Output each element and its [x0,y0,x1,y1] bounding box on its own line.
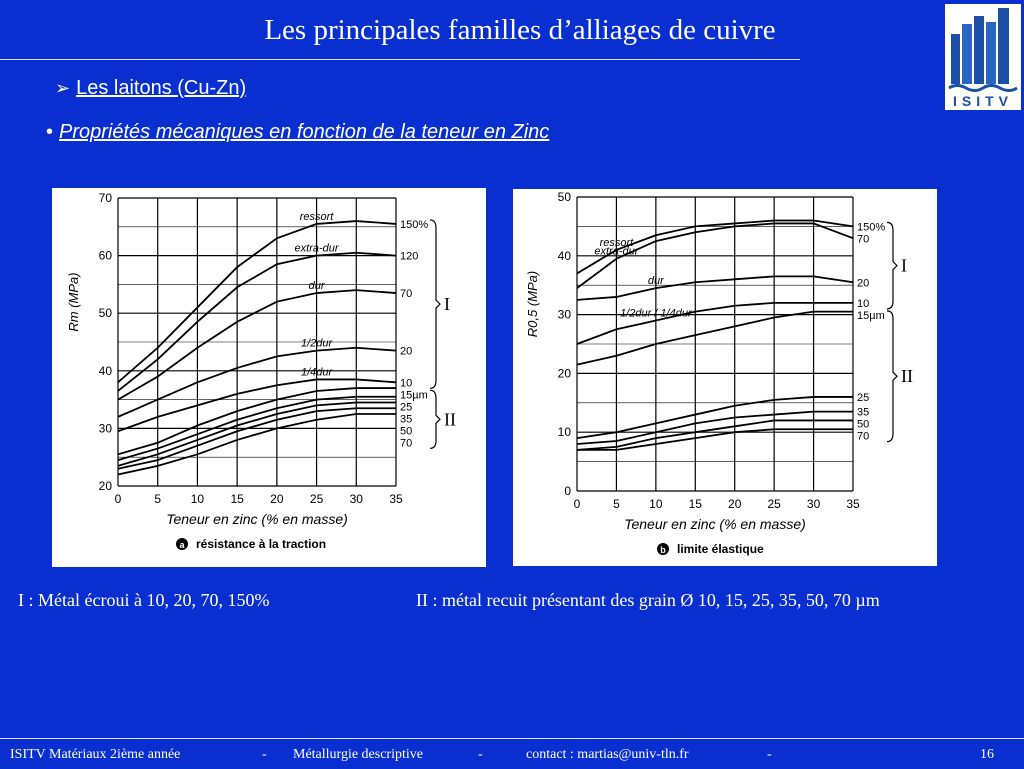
panel-marker-label: b [660,545,666,555]
series-line [577,312,853,365]
x-tick-label: 0 [573,497,581,511]
series-line [577,303,853,344]
chart-tensile-svg [52,188,486,567]
series-end-label: 25 [857,391,870,404]
footer-separator: - [262,747,267,762]
series-state-label: extra-dur [294,242,339,255]
x-axis-label: Teneur en zinc (% en masse) [166,511,348,527]
series-state-label: ressort [299,210,334,223]
series-state-label: dur [308,280,325,293]
footer-page-number: 16 [980,747,994,762]
isitv-logo [945,4,1021,110]
series-end-label: 20 [857,277,870,290]
series-end-label: 10 [857,297,870,310]
series-end-label: 15µm [400,389,428,402]
arrow-bullet-icon: ➢ [55,78,71,98]
series-line [118,414,396,474]
caption-cold-worked: I : Métal écroui à 10, 20, 70, 150% [18,590,270,610]
series-state-label: ressort [599,236,634,249]
x-tick-label: 20 [728,497,742,511]
brace-group-I [430,220,440,388]
x-tick-label: 35 [846,497,860,511]
x-tick-label: 35 [389,492,403,506]
series-end-label: 50 [400,425,413,438]
x-tick-label: 10 [190,492,205,506]
caption-annealed: II : métal recuit présentant des grain Ø 10, 15, 25, 35, 50, 70 µm [416,590,880,610]
x-tick-label: 25 [767,497,781,511]
series-end-label: 50 [857,418,870,431]
brace-group-I [887,222,897,308]
x-tick-label: 15 [230,492,244,506]
series-end-label: 35 [400,413,413,426]
series-state-label: 1/2dur / 1/4dur [620,307,692,320]
footer-course: ISITV Matériaux 2ième année [10,747,181,762]
x-tick-label: 25 [309,492,324,506]
series-end-label: 15µm [857,309,885,322]
footer-topic: Métallurgie descriptive [293,747,423,762]
series-line [577,412,853,444]
y-axis-label: Rm (MPa) [66,272,81,332]
series-end-label: 35 [857,406,870,419]
series-end-label: 70 [857,233,870,246]
y-tick-label: 20 [557,366,571,381]
title-divider [0,59,800,60]
logo-text: ISITV [952,93,1014,109]
bullet-laitons [55,77,246,100]
series-end-label: 70 [857,430,870,443]
panel-marker-label: a [179,540,185,550]
footer-bar [0,738,1024,769]
series-line [577,276,853,300]
group-label-II: II [444,409,456,430]
group-label-II: II [901,366,913,387]
footer-separator: - [767,747,772,762]
x-tick-label: 15 [688,497,702,511]
x-tick-label: 30 [349,492,363,506]
chart-yield-svg [513,189,937,566]
series-end-label: 120 [400,250,419,263]
chart-tensile-strength [52,188,486,567]
y-tick-label: 50 [98,306,112,321]
bullet-laitons-text: Les laitons (Cu-Zn) [76,77,247,99]
y-axis-label: R0,5 (MPa) [525,270,540,338]
y-tick-label: 70 [98,191,112,205]
y-tick-label: 30 [557,307,571,322]
x-tick-label: 10 [649,497,663,511]
chart-yield-strength [513,189,937,566]
bullet-proprietes [46,121,549,144]
x-tick-label: 0 [114,492,122,506]
series-end-label: 70 [400,437,413,450]
series-end-label: 20 [400,345,413,358]
series-line [118,408,396,468]
y-tick-label: 10 [557,425,571,440]
y-tick-label: 40 [557,248,571,263]
y-tick-label: 50 [557,190,571,204]
dot-bullet-icon: • [46,121,54,143]
series-end-label: 10 [400,377,413,390]
brace-group-II [887,311,897,442]
x-tick-label: 5 [613,497,620,511]
footer-separator: - [478,747,483,762]
y-tick-label: 60 [98,248,112,263]
y-tick-label: 40 [98,363,112,378]
bullet-proprietes-text: Propriétés mécaniques en fonction de la teneur en Zinc [59,121,550,143]
x-tick-label: 20 [270,492,284,506]
slide-title: Les principales familles d’alliages de cuivre [264,14,776,46]
x-axis-label: Teneur en zinc (% en masse) [624,516,806,532]
series-state-label: extra-dur [594,245,639,258]
y-tick-label: 0 [564,484,571,498]
y-tick-label: 20 [98,479,112,493]
series-state-label: 1/4dur [300,366,333,379]
series-end-label: 150% [857,221,886,234]
series-state-label: 1/2dur [300,337,333,350]
chart-title: limite élastique [677,542,764,556]
chart-title: résistance à la traction [196,537,327,551]
series-end-label: 70 [400,288,413,301]
y-tick-label: 30 [98,421,112,436]
footer-contact[interactable]: contact : martias@univ-tln.fr [526,747,689,762]
x-tick-label: 30 [806,497,821,511]
x-tick-label: 5 [154,492,162,506]
brace-group-II [430,390,440,448]
group-label-I: I [901,255,907,276]
group-label-I: I [444,294,450,315]
series-end-label: 150% [400,218,429,231]
series-state-label: dur [647,275,664,288]
series-end-label: 25 [400,401,413,414]
